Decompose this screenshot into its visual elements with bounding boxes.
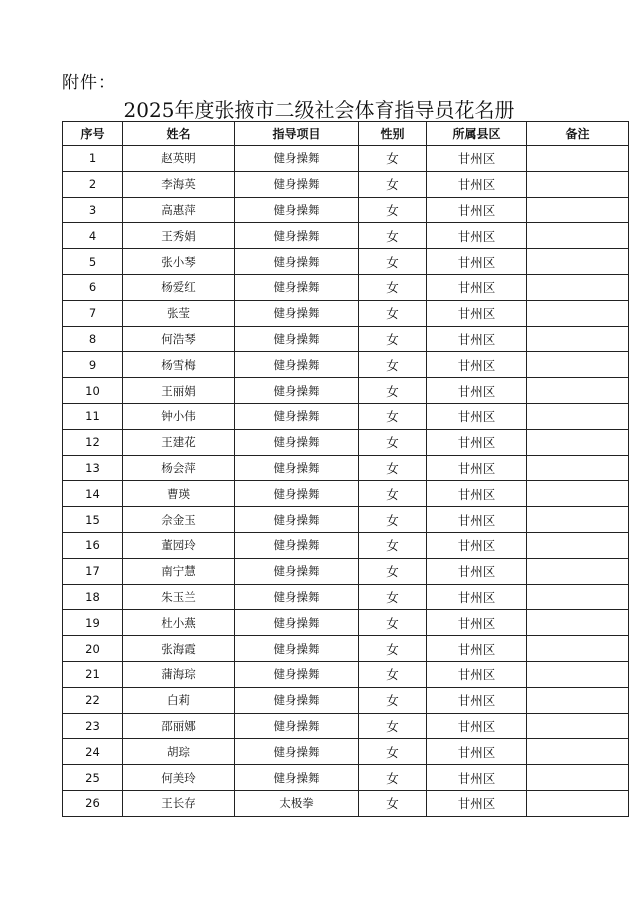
cell-guidance-project: 健身操舞 bbox=[235, 636, 359, 662]
cell-person-name: 王丽娟 bbox=[123, 378, 235, 404]
cell-guidance-project: 健身操舞 bbox=[235, 352, 359, 378]
cell-guidance-project: 健身操舞 bbox=[235, 249, 359, 275]
cell-guidance-project: 健身操舞 bbox=[235, 558, 359, 584]
cell-note bbox=[527, 713, 629, 739]
cell-guidance-project: 健身操舞 bbox=[235, 661, 359, 687]
cell-sex: 女 bbox=[359, 481, 427, 507]
cell-person-name: 张莹 bbox=[123, 300, 235, 326]
cell-person-name: 赵英明 bbox=[123, 146, 235, 172]
table-row bbox=[63, 455, 629, 481]
cell-county: 甘州区 bbox=[427, 171, 527, 197]
cell-county: 甘州区 bbox=[427, 300, 527, 326]
cell-row-number: 9 bbox=[63, 352, 123, 378]
cell-note bbox=[527, 403, 629, 429]
cell-person-name: 钟小伟 bbox=[123, 403, 235, 429]
table-row bbox=[63, 713, 629, 739]
cell-guidance-project: 健身操舞 bbox=[235, 326, 359, 352]
cell-county: 甘州区 bbox=[427, 223, 527, 249]
cell-guidance-project: 健身操舞 bbox=[235, 687, 359, 713]
cell-row-number: 21 bbox=[63, 661, 123, 687]
cell-sex: 女 bbox=[359, 507, 427, 533]
roster-body bbox=[63, 146, 629, 817]
cell-county: 甘州区 bbox=[427, 558, 527, 584]
cell-person-name: 李海英 bbox=[123, 171, 235, 197]
column-header-project: 指导项目 bbox=[235, 122, 359, 146]
cell-guidance-project: 太极拳 bbox=[235, 790, 359, 816]
cell-note bbox=[527, 249, 629, 275]
cell-guidance-project: 健身操舞 bbox=[235, 532, 359, 558]
cell-sex: 女 bbox=[359, 661, 427, 687]
cell-guidance-project: 健身操舞 bbox=[235, 403, 359, 429]
cell-row-number: 11 bbox=[63, 403, 123, 429]
cell-note bbox=[527, 378, 629, 404]
table-row bbox=[63, 532, 629, 558]
table-row bbox=[63, 790, 629, 816]
cell-note bbox=[527, 300, 629, 326]
cell-guidance-project: 健身操舞 bbox=[235, 765, 359, 791]
cell-row-number: 4 bbox=[63, 223, 123, 249]
cell-guidance-project: 健身操舞 bbox=[235, 300, 359, 326]
cell-note bbox=[527, 765, 629, 791]
cell-person-name: 蒲海琮 bbox=[123, 661, 235, 687]
cell-note bbox=[527, 687, 629, 713]
roster-table bbox=[62, 121, 629, 817]
cell-county: 甘州区 bbox=[427, 661, 527, 687]
cell-row-number: 6 bbox=[63, 274, 123, 300]
cell-note bbox=[527, 429, 629, 455]
table-row bbox=[63, 300, 629, 326]
cell-person-name: 王建花 bbox=[123, 429, 235, 455]
cell-note bbox=[527, 790, 629, 816]
cell-guidance-project: 健身操舞 bbox=[235, 146, 359, 172]
cell-row-number: 17 bbox=[63, 558, 123, 584]
cell-county: 甘州区 bbox=[427, 455, 527, 481]
cell-row-number: 13 bbox=[63, 455, 123, 481]
cell-county: 甘州区 bbox=[427, 610, 527, 636]
cell-row-number: 24 bbox=[63, 739, 123, 765]
cell-row-number: 22 bbox=[63, 687, 123, 713]
cell-note bbox=[527, 352, 629, 378]
cell-guidance-project: 健身操舞 bbox=[235, 429, 359, 455]
table-row bbox=[63, 687, 629, 713]
cell-county: 甘州区 bbox=[427, 403, 527, 429]
cell-sex: 女 bbox=[359, 765, 427, 791]
cell-note bbox=[527, 481, 629, 507]
table-row bbox=[63, 249, 629, 275]
cell-sex: 女 bbox=[359, 790, 427, 816]
cell-county: 甘州区 bbox=[427, 636, 527, 662]
cell-county: 甘州区 bbox=[427, 274, 527, 300]
cell-person-name: 杨雪梅 bbox=[123, 352, 235, 378]
cell-county: 甘州区 bbox=[427, 429, 527, 455]
cell-note bbox=[527, 739, 629, 765]
cell-row-number: 19 bbox=[63, 610, 123, 636]
column-header-no: 序号 bbox=[63, 122, 123, 146]
cell-county: 甘州区 bbox=[427, 146, 527, 172]
cell-guidance-project: 健身操舞 bbox=[235, 378, 359, 404]
cell-county: 甘州区 bbox=[427, 249, 527, 275]
cell-row-number: 3 bbox=[63, 197, 123, 223]
cell-county: 甘州区 bbox=[427, 378, 527, 404]
cell-sex: 女 bbox=[359, 197, 427, 223]
cell-guidance-project: 健身操舞 bbox=[235, 197, 359, 223]
cell-person-name: 王长存 bbox=[123, 790, 235, 816]
cell-person-name: 张小琴 bbox=[123, 249, 235, 275]
table-row bbox=[63, 558, 629, 584]
cell-row-number: 14 bbox=[63, 481, 123, 507]
cell-note bbox=[527, 223, 629, 249]
cell-sex: 女 bbox=[359, 636, 427, 662]
cell-sex: 女 bbox=[359, 558, 427, 584]
cell-person-name: 曹瑛 bbox=[123, 481, 235, 507]
table-row bbox=[63, 223, 629, 249]
column-header-sex: 性别 bbox=[359, 122, 427, 146]
cell-guidance-project: 健身操舞 bbox=[235, 481, 359, 507]
cell-county: 甘州区 bbox=[427, 790, 527, 816]
cell-county: 甘州区 bbox=[427, 197, 527, 223]
cell-sex: 女 bbox=[359, 455, 427, 481]
table-row bbox=[63, 429, 629, 455]
cell-row-number: 26 bbox=[63, 790, 123, 816]
table-row bbox=[63, 765, 629, 791]
cell-row-number: 25 bbox=[63, 765, 123, 791]
cell-row-number: 1 bbox=[63, 146, 123, 172]
cell-county: 甘州区 bbox=[427, 481, 527, 507]
cell-guidance-project: 健身操舞 bbox=[235, 507, 359, 533]
cell-guidance-project: 健身操舞 bbox=[235, 713, 359, 739]
cell-person-name: 胡琮 bbox=[123, 739, 235, 765]
cell-note bbox=[527, 274, 629, 300]
column-header-note: 备注 bbox=[527, 122, 629, 146]
cell-person-name: 白莉 bbox=[123, 687, 235, 713]
cell-guidance-project: 健身操舞 bbox=[235, 223, 359, 249]
table-row bbox=[63, 352, 629, 378]
column-header-county: 所属县区 bbox=[427, 122, 527, 146]
cell-row-number: 15 bbox=[63, 507, 123, 533]
cell-note bbox=[527, 584, 629, 610]
cell-sex: 女 bbox=[359, 146, 427, 172]
cell-note bbox=[527, 636, 629, 662]
cell-note bbox=[527, 610, 629, 636]
cell-sex: 女 bbox=[359, 713, 427, 739]
table-row bbox=[63, 326, 629, 352]
cell-sex: 女 bbox=[359, 403, 427, 429]
table-row bbox=[63, 197, 629, 223]
table-row bbox=[63, 171, 629, 197]
cell-sex: 女 bbox=[359, 352, 427, 378]
cell-row-number: 2 bbox=[63, 171, 123, 197]
cell-county: 甘州区 bbox=[427, 532, 527, 558]
cell-sex: 女 bbox=[359, 223, 427, 249]
cell-person-name: 朱玉兰 bbox=[123, 584, 235, 610]
cell-row-number: 5 bbox=[63, 249, 123, 275]
cell-row-number: 16 bbox=[63, 532, 123, 558]
cell-person-name: 杜小燕 bbox=[123, 610, 235, 636]
cell-person-name: 杨爱红 bbox=[123, 274, 235, 300]
cell-guidance-project: 健身操舞 bbox=[235, 610, 359, 636]
cell-guidance-project: 健身操舞 bbox=[235, 171, 359, 197]
cell-person-name: 张海霞 bbox=[123, 636, 235, 662]
cell-sex: 女 bbox=[359, 429, 427, 455]
table-row bbox=[63, 584, 629, 610]
cell-note bbox=[527, 326, 629, 352]
cell-person-name: 佘金玉 bbox=[123, 507, 235, 533]
cell-sex: 女 bbox=[359, 610, 427, 636]
cell-note bbox=[527, 532, 629, 558]
cell-row-number: 18 bbox=[63, 584, 123, 610]
cell-row-number: 12 bbox=[63, 429, 123, 455]
cell-person-name: 杨会萍 bbox=[123, 455, 235, 481]
table-row bbox=[63, 481, 629, 507]
table-row bbox=[63, 610, 629, 636]
table-row bbox=[63, 507, 629, 533]
cell-county: 甘州区 bbox=[427, 713, 527, 739]
cell-county: 甘州区 bbox=[427, 507, 527, 533]
cell-county: 甘州区 bbox=[427, 687, 527, 713]
column-header-name: 姓名 bbox=[123, 122, 235, 146]
cell-county: 甘州区 bbox=[427, 584, 527, 610]
attachment-label: 附件： bbox=[62, 73, 116, 93]
cell-row-number: 10 bbox=[63, 378, 123, 404]
cell-note bbox=[527, 455, 629, 481]
cell-county: 甘州区 bbox=[427, 739, 527, 765]
table-row bbox=[63, 739, 629, 765]
table-header-row bbox=[63, 122, 629, 146]
cell-note bbox=[527, 197, 629, 223]
table-row bbox=[63, 636, 629, 662]
table-row bbox=[63, 378, 629, 404]
cell-person-name: 何美玲 bbox=[123, 765, 235, 791]
cell-guidance-project: 健身操舞 bbox=[235, 584, 359, 610]
cell-sex: 女 bbox=[359, 584, 427, 610]
cell-guidance-project: 健身操舞 bbox=[235, 739, 359, 765]
cell-county: 甘州区 bbox=[427, 765, 527, 791]
table-row bbox=[63, 661, 629, 687]
cell-sex: 女 bbox=[359, 274, 427, 300]
cell-sex: 女 bbox=[359, 378, 427, 404]
cell-note bbox=[527, 661, 629, 687]
cell-person-name: 南宁慧 bbox=[123, 558, 235, 584]
cell-note bbox=[527, 558, 629, 584]
cell-guidance-project: 健身操舞 bbox=[235, 455, 359, 481]
cell-county: 甘州区 bbox=[427, 352, 527, 378]
cell-row-number: 20 bbox=[63, 636, 123, 662]
cell-row-number: 23 bbox=[63, 713, 123, 739]
cell-row-number: 7 bbox=[63, 300, 123, 326]
table-row bbox=[63, 403, 629, 429]
cell-note bbox=[527, 507, 629, 533]
cell-guidance-project: 健身操舞 bbox=[235, 274, 359, 300]
cell-sex: 女 bbox=[359, 249, 427, 275]
table-row bbox=[63, 274, 629, 300]
cell-sex: 女 bbox=[359, 739, 427, 765]
cell-sex: 女 bbox=[359, 687, 427, 713]
document-title: 2025年度张掖市二级社会体育指导员花名册 bbox=[123, 98, 515, 122]
cell-person-name: 董园玲 bbox=[123, 532, 235, 558]
cell-note bbox=[527, 171, 629, 197]
cell-person-name: 邵丽娜 bbox=[123, 713, 235, 739]
cell-sex: 女 bbox=[359, 300, 427, 326]
cell-note bbox=[527, 146, 629, 172]
cell-person-name: 何浩琴 bbox=[123, 326, 235, 352]
table-row bbox=[63, 146, 629, 172]
cell-person-name: 高惠萍 bbox=[123, 197, 235, 223]
cell-sex: 女 bbox=[359, 532, 427, 558]
cell-row-number: 8 bbox=[63, 326, 123, 352]
cell-person-name: 王秀娟 bbox=[123, 223, 235, 249]
cell-sex: 女 bbox=[359, 171, 427, 197]
cell-sex: 女 bbox=[359, 326, 427, 352]
cell-county: 甘州区 bbox=[427, 326, 527, 352]
